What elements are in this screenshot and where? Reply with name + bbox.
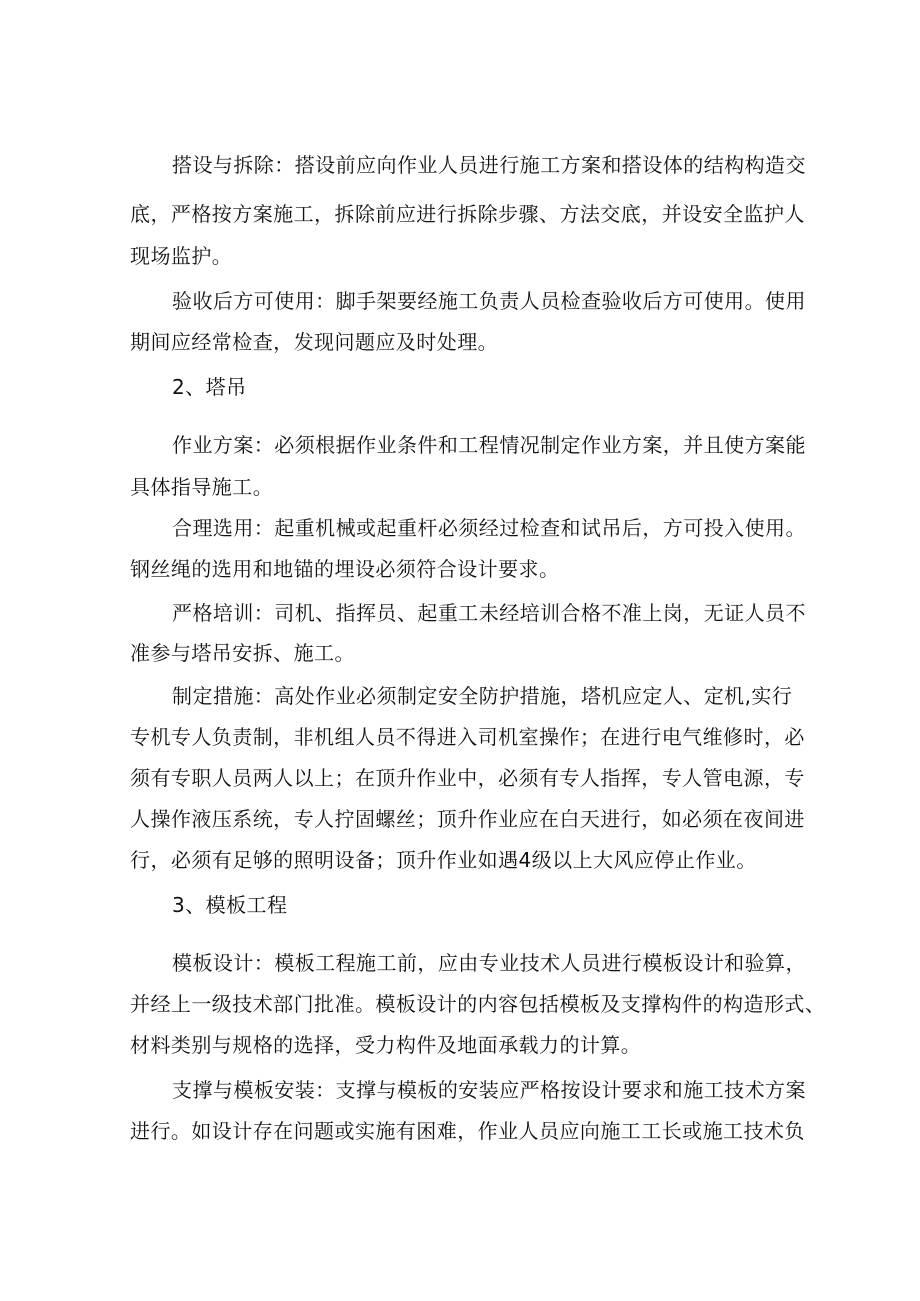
paragraph-selection-line-2: 钢丝绳的选用和地锚的埋设必须符合设计要求。 [130, 557, 560, 581]
paragraph-work-plan-line-2: 具体指导施工。 [130, 475, 274, 499]
paragraph-work-plan-line-1: 作业方案：必须根据作业条件和工程情况制定作业方案，并且使方案能 [172, 433, 806, 457]
paragraph-measures-line-2: 专机专人负责制，非机组人员不得进入司机室操作；在进行电气维修时，必 [130, 725, 805, 749]
paragraph-measures-line-5: 行，必须有足够的照明设备；顶升作业如遇4级以上大风应停止作业。 [130, 848, 757, 872]
paragraph-formwork-design-line-2: 并经上一级技术部门批准。模板设计的内容包括模板及支撑构件的构造形式、 [130, 992, 826, 1016]
paragraph-installation-line-2: 进行。如设计存在问题或实施有困难，作业人员应向施工工长或施工技术负 [130, 1119, 805, 1143]
paragraph-training-line-1: 严格培训：司机、指挥员、起重工未经培训合格不准上岗，无证人员不 [172, 601, 806, 625]
paragraph-measures-line-4: 人操作液压系统，专人拧固螺丝；顶升作业应在白天进行，如必须在夜间进 [130, 807, 805, 831]
paragraph-selection-line-1: 合理选用：起重机械或起重杆必须经过检查和试吊后，方可投入使用。 [172, 516, 806, 540]
paragraph-scaffold-erection-line-1: 搭设与拆除：搭设前应向作业人员进行施工方案和搭设体的结构构造交 [172, 153, 806, 177]
paragraph-scaffold-erection-line-2: 底，严格按方案施工，拆除前应进行拆除步骤、方法交底，并设安全监护人 [130, 202, 805, 226]
paragraph-installation-line-1: 支撑与模板安装：支撑与模板的安装应严格按设计要求和施工技术方案 [172, 1078, 806, 1102]
paragraph-measures-line-3: 须有专职人员两人以上；在顶升作业中，必须有专人指挥，专人管电源，专 [130, 766, 805, 790]
paragraph-measures-line-1: 制定措施：高处作业必须制定安全防护措施，塔机应定人、定机,实行 [172, 684, 793, 708]
section-heading-formwork: 3、模板工程 [172, 893, 288, 917]
paragraph-formwork-design-line-3: 材料类别与规格的选择，受力构件及地面承载力的计算。 [130, 1033, 642, 1057]
section-heading-tower-crane: 2、塔吊 [172, 375, 247, 399]
paragraph-training-line-2: 准参与塔吊安拆、施工。 [130, 641, 355, 665]
paragraph-acceptance-line-1: 验收后方可使用：脚手架要经施工负责人员检查验收后方可使用。使用 [172, 289, 806, 313]
paragraph-scaffold-erection-line-3: 现场监护。 [130, 244, 233, 268]
paragraph-acceptance-line-2: 期间应经常检查，发现问题应及时处理。 [130, 330, 499, 354]
paragraph-formwork-design-line-1: 模板设计：模板工程施工前，应由专业技术人员进行模板设计和验算， [172, 951, 806, 975]
